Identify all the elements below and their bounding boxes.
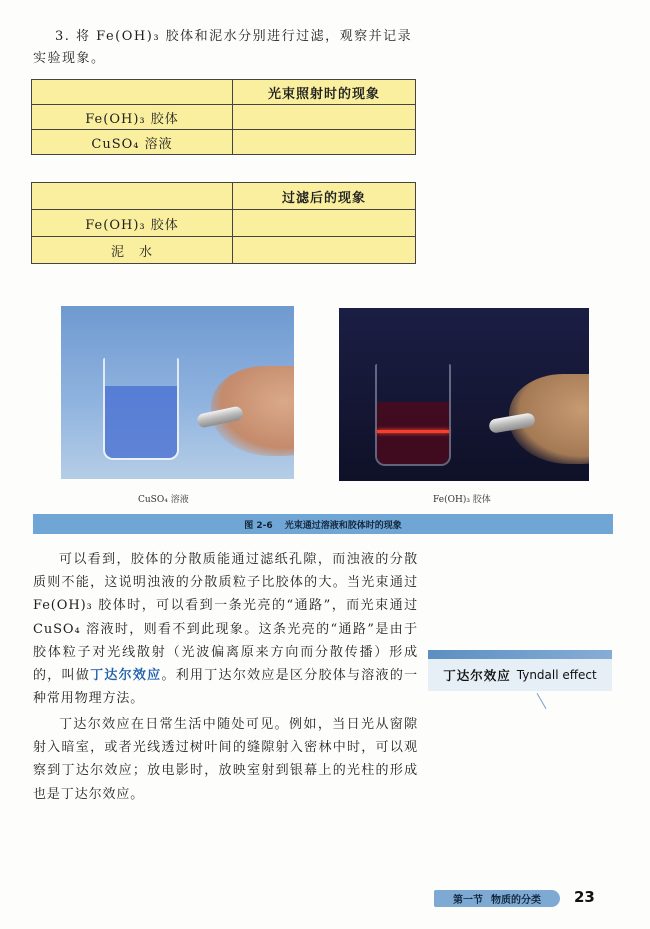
glossary-term-cn: 丁达尔效应 bbox=[443, 668, 511, 683]
table-corner-cell bbox=[32, 80, 233, 105]
row-label: Fe(OH)₃ 胶体 bbox=[32, 105, 233, 130]
figure-2-6 bbox=[33, 296, 613, 534]
glossary-term-en: Tyndall effect bbox=[516, 668, 597, 682]
table-row bbox=[32, 237, 416, 264]
paragraph-1-text-b: 。利用丁达尔效应是区分胶体与溶液的一种常用物理方法。 bbox=[33, 668, 418, 707]
glossary-pointer bbox=[537, 693, 547, 709]
row-label: CuSO₄ 溶液 bbox=[32, 130, 233, 155]
row-label: 泥 水 bbox=[32, 237, 233, 264]
red-colloid bbox=[377, 402, 449, 464]
beaker-icon bbox=[103, 358, 179, 460]
row-value-blank bbox=[233, 210, 416, 237]
section-pill bbox=[434, 890, 560, 907]
row-value-blank bbox=[233, 130, 416, 155]
paragraph-1-text-a: 可以看到，胶体的分散质能通过滤纸孔隙，而浊液的分散质则不能，这说明浊液的分散质粒子比胶体的大。当光束通过 Fe(OH)₃ 胶体时，可以看到一条光亮的“通路”，而光束通过 CuSO₄ 溶液时，则看不到此现象。这条光亮的“通路”是由于胶体粒子对光线散射（光波偏离原来方向而分散传播）形成的，叫做 bbox=[33, 552, 418, 684]
section-title: 物质的分类 bbox=[491, 895, 541, 906]
section-number: 第一节 bbox=[453, 895, 483, 906]
glossary-bar bbox=[428, 650, 612, 659]
table-header-row bbox=[32, 80, 416, 105]
observation-table-light bbox=[31, 79, 416, 155]
row-value-blank bbox=[233, 105, 416, 130]
table-row bbox=[32, 130, 416, 155]
table-row bbox=[32, 210, 416, 237]
light-beam bbox=[377, 430, 449, 433]
figure-caption-bar bbox=[33, 514, 613, 534]
photo-cuso4-solution bbox=[61, 306, 294, 479]
paragraph-1 bbox=[33, 548, 418, 710]
photo-caption-right: Fe(OH)₃ 胶体 bbox=[433, 495, 491, 505]
exercise-intro bbox=[33, 26, 418, 70]
photo-feoh3-colloid bbox=[339, 308, 589, 481]
exercise-number: 3. bbox=[55, 29, 71, 44]
glossary-sidebar bbox=[428, 650, 612, 691]
figure-title: 光束通过溶液和胶体时的现象 bbox=[284, 520, 402, 531]
table-header-cell: 光束照射时的现象 bbox=[233, 80, 416, 105]
table-row bbox=[32, 105, 416, 130]
beaker-icon bbox=[375, 364, 451, 466]
key-term: 丁达尔效应 bbox=[90, 668, 162, 684]
exercise-text: 将 Fe(OH)₃ 胶体和泥水分别进行过滤，观察并记录实验现象。 bbox=[33, 29, 413, 66]
photo-caption-left: CuSO₄ 溶液 bbox=[138, 495, 189, 505]
row-value-blank bbox=[233, 237, 416, 264]
paragraph-2 bbox=[33, 713, 418, 806]
observation-table-filter bbox=[31, 182, 416, 264]
figure-number: 图 2-6 bbox=[244, 520, 273, 531]
table-header-cell: 过滤后的现象 bbox=[233, 183, 416, 210]
paragraph-2-text: 丁达尔效应在日常生活中随处可见。例如，当日光从窗隙射入暗室，或者光线透过树叶间的缝隙射入密林中时，可以观察到丁达尔效应；放电影时，放映室射到银幕上的光柱的形成也是丁达尔效应。 bbox=[33, 717, 418, 802]
table-corner-cell bbox=[32, 183, 233, 210]
blue-solution bbox=[105, 386, 177, 458]
table-header-row bbox=[32, 183, 416, 210]
glossary-label bbox=[428, 659, 612, 691]
page-footer bbox=[434, 888, 609, 910]
row-label: Fe(OH)₃ 胶体 bbox=[32, 210, 233, 237]
page-number: 23 bbox=[574, 888, 595, 906]
